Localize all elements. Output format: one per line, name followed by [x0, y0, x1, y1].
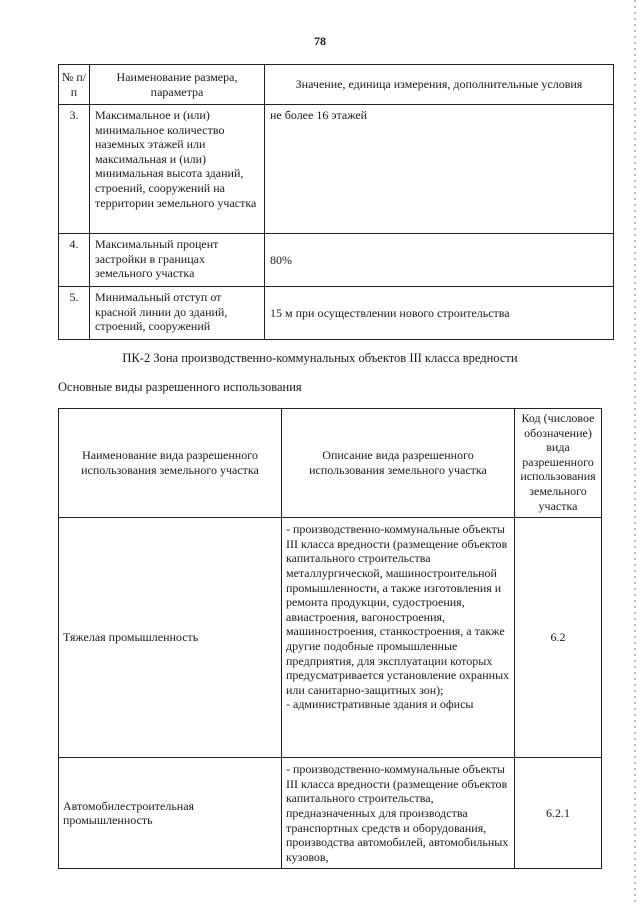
scan-edge-divider [634, 0, 636, 905]
header-number: № п/п [59, 65, 90, 105]
table-row [59, 758, 602, 869]
parameters-table [58, 64, 614, 340]
table-header-row [59, 409, 602, 518]
row-use-code: 6.2.1 [515, 758, 602, 869]
row-number: 4. [59, 234, 90, 287]
row-parameter-name: Максимальный процент застройки в границах земельного участка [90, 234, 265, 287]
row-parameter-name: Максимальное и (или) минимальное количество наземных этажей или максимальная и (или) минимальная высота зданий, строений, сооружений на территории земельного участка [90, 105, 265, 234]
table-row [59, 234, 614, 287]
table-header-row [59, 65, 614, 105]
header-value: Значение, единица измерения, дополнительные условия [265, 65, 614, 105]
table-row [59, 287, 614, 340]
page-number: 78 [314, 34, 326, 48]
section-title: Основные виды разрешенного использования [58, 380, 302, 394]
header-use-description: Описание вида разрешенного использования земельного участка [282, 409, 515, 518]
row-parameter-name: Минимальный отступ от красной линии до зданий, строений, сооружений [90, 287, 265, 340]
row-number: 5. [59, 287, 90, 340]
table-row [59, 105, 614, 234]
row-value: не более 16 этажей [265, 105, 614, 234]
permitted-use-table [58, 408, 602, 869]
row-value: 80% [265, 234, 614, 287]
zone-title: ПК-2 Зона производственно-коммунальных объектов III класса вредности [122, 351, 518, 365]
row-value: 15 м при осуществлении нового строительства [265, 287, 614, 340]
header-use-name: Наименование вида разрешенного использования земельного участка [59, 409, 282, 518]
table-row [59, 518, 602, 758]
row-use-code: 6.2 [515, 518, 602, 758]
row-number: 3. [59, 105, 90, 234]
row-use-name: Тяжелая промышленность [59, 518, 282, 758]
header-use-code: Код (числовое обозначение) вида разрешенного использования земельного участка [515, 409, 602, 518]
row-use-description: - производственно-коммунальные объекты III класса вредности (размещение объектов капитального строительства, предназначенных для производства транспортных средств и оборудования, производства автомобилей, автомобильных кузовов, [282, 758, 515, 869]
header-parameter-name: Наименование размера, параметра [90, 65, 265, 105]
row-use-description: - производственно-коммунальные объекты III класса вредности (размещение объектов капитального строительства металлургической, машиностроительной промышленности, а также изготовления и ремонта продукции, судостроения, авиастроения, вагоностроения, машиностроения, станкостроения, а также другие подобные промышленные предприятия, для эксплуатации которых предусматривается установление охранных или санитарно-защитных зон); - административные здания и офисы [282, 518, 515, 758]
row-use-name: Автомобилестроительная промышленность [59, 758, 282, 869]
